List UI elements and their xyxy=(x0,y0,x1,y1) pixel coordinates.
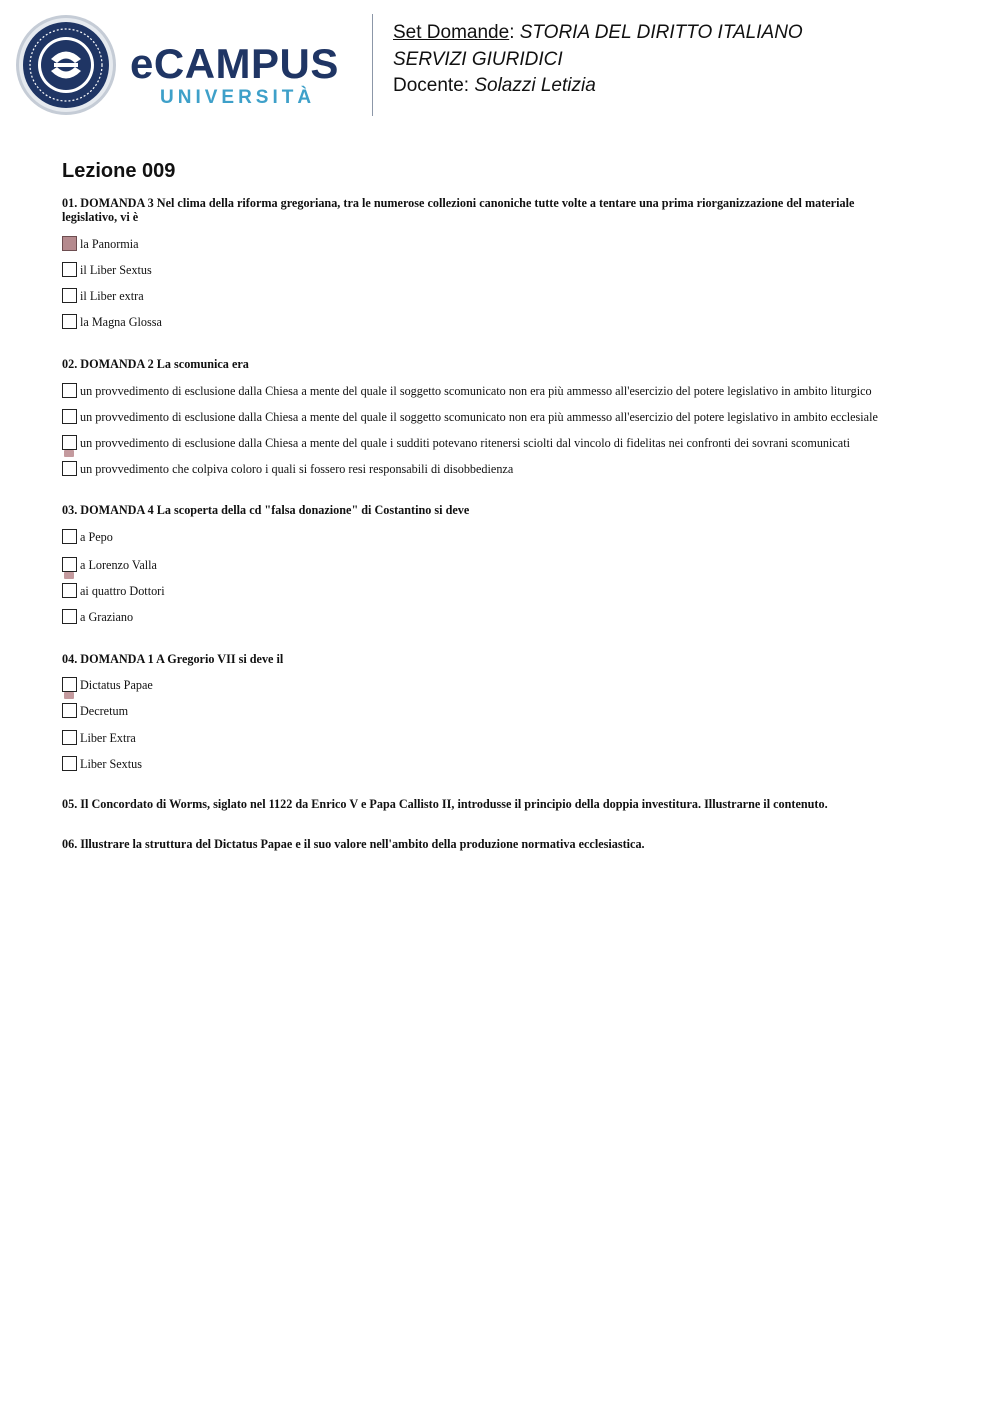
correct-answer-mark xyxy=(64,572,74,579)
checkbox[interactable] xyxy=(62,756,77,771)
set-line: Set Domande: STORIA DEL DIRITTO ITALIANO xyxy=(393,22,803,43)
question-05: 05. Il Concordato di Worms, siglato nel 1122 da Enrico V e Papa Callisto II, introdusse il principio della doppia investitura. Illustrarne il contenuto. xyxy=(62,797,828,811)
course-title: STORIA DEL DIRITTO ITALIANO xyxy=(519,22,803,43)
lesson-title: Lezione 009 xyxy=(62,160,176,182)
teacher-name: Solazzi Letizia xyxy=(474,75,596,96)
checkbox-selected[interactable] xyxy=(62,236,77,251)
checkbox[interactable] xyxy=(62,435,77,450)
question-04: 04. DOMANDA 1 A Gregorio VII si deve il xyxy=(62,652,284,666)
answer-label: a Graziano xyxy=(80,610,134,624)
checkbox[interactable] xyxy=(62,529,77,544)
answer-label: a Lorenzo Valla xyxy=(80,558,157,572)
checkbox[interactable] xyxy=(62,583,77,598)
answer-label: Liber Extra xyxy=(80,731,136,745)
answer-label: il Liber extra xyxy=(80,289,144,303)
university-seal-icon xyxy=(15,14,117,116)
checkbox[interactable] xyxy=(62,557,77,572)
teacher-line xyxy=(393,73,803,100)
question-03: 03. DOMANDA 4 La scoperta della cd "falsa donazione" di Costantino si deve xyxy=(62,503,470,517)
checkbox[interactable] xyxy=(62,409,77,424)
teacher-label: Docente: xyxy=(393,75,470,96)
answer-label: un provvedimento di esclusione dalla Chiesa a mente del quale i sudditi potevano ritenersi sciolti dal vincolo di fidelitas nei confronti dei sovrani scomunicati xyxy=(80,436,850,450)
answer-label: un provvedimento di esclusione dalla Chiesa a mente del quale il soggetto scomunicato non era più ammesso all'esercizio del potere legislativo in ambito ecclesiale xyxy=(80,410,878,424)
checkbox[interactable] xyxy=(62,730,77,745)
answer-label: un provvedimento di esclusione dalla Chiesa a mente del quale il soggetto scomunicato non era più ammesso all'esercizio del potere legislativo in ambito liturgico xyxy=(80,384,872,398)
checkbox[interactable] xyxy=(62,703,77,718)
checkbox[interactable] xyxy=(62,288,77,303)
checkbox[interactable] xyxy=(62,383,77,398)
answer-label: Dictatus Papae xyxy=(80,678,153,692)
answer-label: Decretum xyxy=(80,704,129,718)
university-logo xyxy=(130,40,360,112)
question-02: 02. DOMANDA 2 La scomunica era xyxy=(62,357,249,371)
answer-label: Liber Sextus xyxy=(80,757,142,771)
answer-label: il Liber Sextus xyxy=(80,263,152,277)
answer-label: a Pepo xyxy=(80,530,113,544)
correct-answer-mark xyxy=(64,692,74,699)
answer-label: ai quattro Dottori xyxy=(80,584,165,598)
logo-subtitle: UNIVERSITÀ xyxy=(160,87,316,108)
question-01: 01. DOMANDA 3 Nel clima della riforma gregoriana, tra le numerose collezioni canoniche tutte volte a tentare una prima riorganizzazione del materiale legislativo, vi è xyxy=(62,196,855,224)
answer-label: la Magna Glossa xyxy=(80,315,162,329)
course-info xyxy=(393,20,803,100)
checkbox[interactable] xyxy=(62,609,77,624)
answer-label: un provvedimento che colpiva coloro i quali si fossero resi responsabili di disobbedienza xyxy=(80,462,514,476)
page-header xyxy=(0,0,1000,130)
header-divider xyxy=(372,14,373,116)
correct-answer-mark xyxy=(64,450,74,457)
checkbox[interactable] xyxy=(62,677,77,692)
answer-label: la Panormia xyxy=(80,237,139,251)
course-program: SERVIZI GIURIDICI xyxy=(393,48,563,70)
question-06: 06. Illustrare la struttura del Dictatus Papae e il suo valore nell'ambito della produzione normativa ecclesiastica. xyxy=(62,837,645,851)
checkbox[interactable] xyxy=(62,461,77,476)
set-label: Set Domande xyxy=(393,22,510,43)
checkbox[interactable] xyxy=(62,314,77,329)
logo-wordmark: eCAMPUS xyxy=(130,40,339,87)
checkbox[interactable] xyxy=(62,262,77,277)
